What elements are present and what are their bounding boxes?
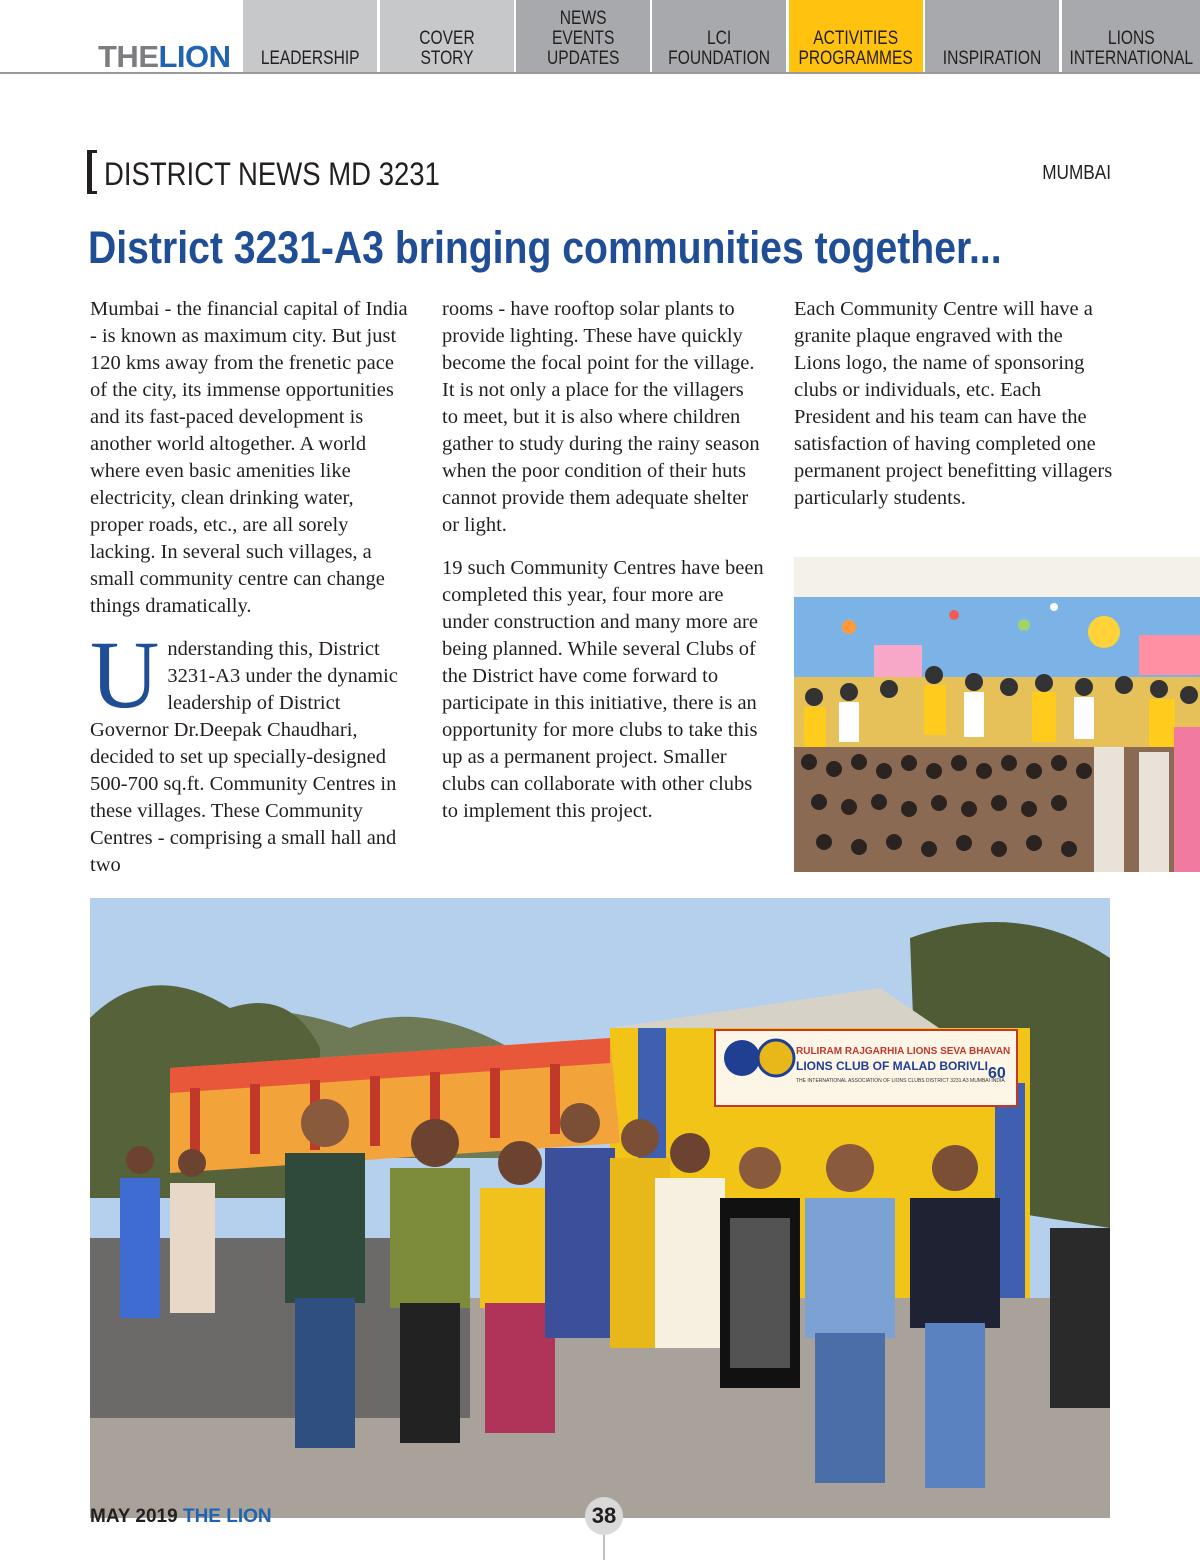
banner-line-3: THE INTERNATIONAL ASSOCIATION OF LIONS CLUBS DISTRICT 3231 A3 MUMBAI INDIA bbox=[796, 1078, 1005, 1084]
tab-label: INSPIRATION bbox=[942, 48, 1042, 69]
page-number: 38 bbox=[585, 1497, 623, 1535]
tab-label: LEADERSHIP bbox=[260, 48, 360, 69]
tab-inspiration[interactable] bbox=[925, 0, 1059, 72]
footer-magazine: THE LION bbox=[182, 1506, 272, 1527]
logo-the: THE bbox=[98, 39, 159, 74]
article-column-1 bbox=[90, 296, 412, 895]
photo-exterior-illustration bbox=[90, 898, 1110, 1518]
section-bracket bbox=[87, 150, 97, 194]
banner-badge: 60 bbox=[988, 1065, 1006, 1082]
tab-lci-foundation[interactable] bbox=[652, 0, 786, 72]
paragraph-plaque: Each Community Centre will have a granite plaque engraved with the Lions logo, the name of sponsoring clubs or individuals, etc. Each President and his team can have the satisfaction of having completed one permanent project benefitting villagers particularly students. bbox=[794, 298, 1113, 509]
tab-lions-international[interactable] bbox=[1062, 0, 1200, 72]
paragraph-understanding-part1: nderstanding this, District 3231-A3 under the dynamic leadership of District Governor Dr.Deepak Chaudhari, decided to set up specially-designed 500-700 sq.ft. Community Centres in these villages. These Community Centres - comprising a small hall and two bbox=[90, 638, 398, 876]
paragraph-completed: 19 such Community Centres have been completed this year, four more are under construction and many more are being planned. While several Clubs of the District have come forward to participate in this initiative, there is an opportunity for more clubs to take this up as a permanent project. Smaller clubs can collaborate with other clubs to implement this project. bbox=[442, 557, 764, 822]
photo-community-centre-exterior bbox=[90, 898, 1110, 1518]
banner-line-2: LIONS CLUB OF MALAD BORIVLI bbox=[796, 1059, 988, 1073]
tab-leadership[interactable] bbox=[243, 0, 377, 72]
footer-date: MAY 2019 bbox=[90, 1506, 178, 1527]
tab-label: NEWS EVENTS UPDATES bbox=[546, 8, 620, 69]
banner-line-1: RULIRAM RAJGARHIA LIONS SEVA BHAVAN bbox=[796, 1046, 1011, 1057]
page-footer bbox=[90, 1505, 272, 1529]
photo-community-centre-interior bbox=[794, 557, 1200, 872]
article-headline: District 3231-A3 bringing communities together... bbox=[88, 222, 1002, 273]
top-nav bbox=[0, 0, 1200, 74]
section-city: MUMBAI bbox=[1042, 162, 1111, 184]
magazine-logo[interactable] bbox=[98, 40, 231, 74]
building-banner bbox=[715, 1030, 1017, 1106]
drop-cap: U bbox=[90, 621, 160, 728]
tab-cover-story[interactable] bbox=[380, 0, 514, 72]
tab-label: LCI FOUNDATION bbox=[668, 28, 770, 69]
tab-news-events-updates[interactable] bbox=[516, 0, 650, 72]
tab-activities-programmes[interactable] bbox=[789, 0, 923, 72]
article-column-3 bbox=[794, 296, 1114, 528]
section-title: DISTRICT NEWS MD 3231 bbox=[104, 156, 440, 192]
logo-lion: LION bbox=[158, 39, 231, 74]
page-divider bbox=[603, 1535, 605, 1560]
paragraph-understanding-part2: rooms - have rooftop solar plants to provide lighting. These have quickly become the focal point for the village. It is not only a place for the villagers to meet, but it is also where children gather to study during the rainy season when the poor condition of their huts cannot provide them adequate shelter or light. bbox=[442, 298, 760, 536]
photo-interior-illustration bbox=[794, 557, 1200, 872]
paragraph-understanding bbox=[90, 621, 412, 879]
article-column-2 bbox=[442, 296, 764, 841]
tab-label: COVER STORY bbox=[419, 28, 475, 69]
tab-label: ACTIVITIES PROGRAMMES bbox=[798, 28, 914, 69]
tab-label: LIONS INTERNATIONAL bbox=[1069, 28, 1193, 69]
paragraph-intro: Mumbai - the financial capital of India - is known as maximum city. But just 120 kms away from the frenetic pace of the city, its immense opportunities and its fast-paced development is another world altogether. A world where even basic amenities like electricity, clean drinking water, proper roads, etc., are all sorely lacking. In several such villages, a small community centre can change things dramatically. bbox=[90, 298, 408, 617]
